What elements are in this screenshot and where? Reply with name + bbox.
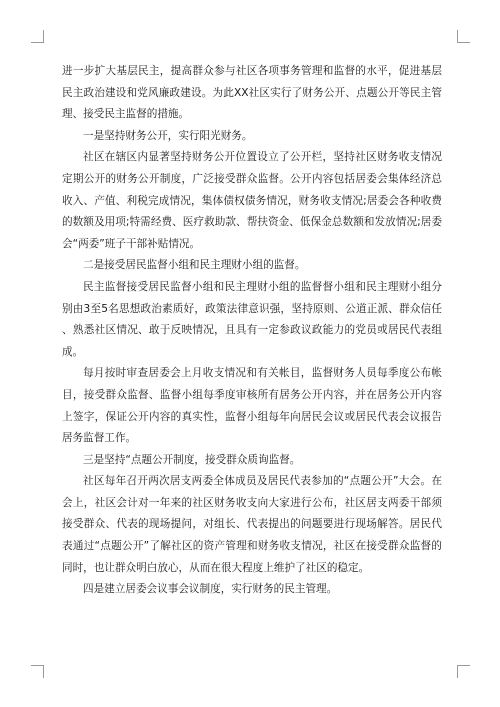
paragraph: 社区在辖区内显著坚持财务公开位置设立了公开栏，坚持社区财务收支情况定期公开的财务公开制度，广泛接受群众监督。公开内容包括居委会集体经济总收入、产值、利税完成情况，集体债权债务情况，财务收支情况;居委会各种收费的数额及用项;特需经费、医疗救助款、帮扶资金、低保金总数额和发放情况;居委会“两委”班子干部补贴情况。 (62, 151, 442, 250)
paragraph: 民主监督接受居民监督小组和民主理财小组的监督督小组和民主理财小组分别由3至5名思想政治素质好，政策法律意识强，坚持原则、公道正派、群众信任、熟悉社区情况、敢于反映情况，且具有一定参政议政能力的党员或居民代表组成。 (62, 280, 442, 358)
crop-mark-top-right (457, 30, 470, 43)
paragraph-heading: 一是坚持财务公开，实行阳光财务。 (83, 129, 253, 142)
paragraph: 社区每年召开两次居支两委全体成员及居民代表参加的“点题公开”大会。在会上，社区会计对一年来的社区财务收支向大家进行公布，社区居支两委干部须接受群众、代表的现场提问，对组长、代表提出的问题要进行现场解答。居民代表通过“点题公开”了解社区的资产管理和财务收支情况，社区在接受群众监督的同时，也让群众明白放心，从而在很大程度上维护了社区的稳定。 (62, 475, 442, 574)
crop-mark-top-left (31, 30, 44, 43)
paragraph-heading: 二是接受居民监督小组和民主理财小组的监督。 (83, 259, 306, 272)
paragraph: 每月按时审查居委会上月收支情况和有关帐目，监督财务人员每季度公布帐目，接受群众监督、监督小组每季度审核所有居务公开内容，并在居务公开内容上签字，保证公开内容的真实性，监督小组每年向居民会议或居民代表会议报告居务监督工作。 (62, 367, 442, 445)
document-body (62, 61, 442, 601)
paragraph-heading: 三是坚持“点题公开制度，接受群众质询监督。 (83, 453, 301, 466)
paragraph: 进一步扩大基层民主，提高群众参与社区各项事务管理和监督的水平，促进基层民主政治建设和党风廉政建设。为此XX社区实行了财务公开、点题公开等民主管理、接受民主监督的措施。 (62, 65, 442, 121)
paragraph-heading: 四是建立居委会议事会议制度，实行财务的民主管理。 (83, 583, 338, 596)
crop-mark-bottom-left (31, 665, 44, 678)
crop-mark-bottom-right (457, 665, 470, 678)
